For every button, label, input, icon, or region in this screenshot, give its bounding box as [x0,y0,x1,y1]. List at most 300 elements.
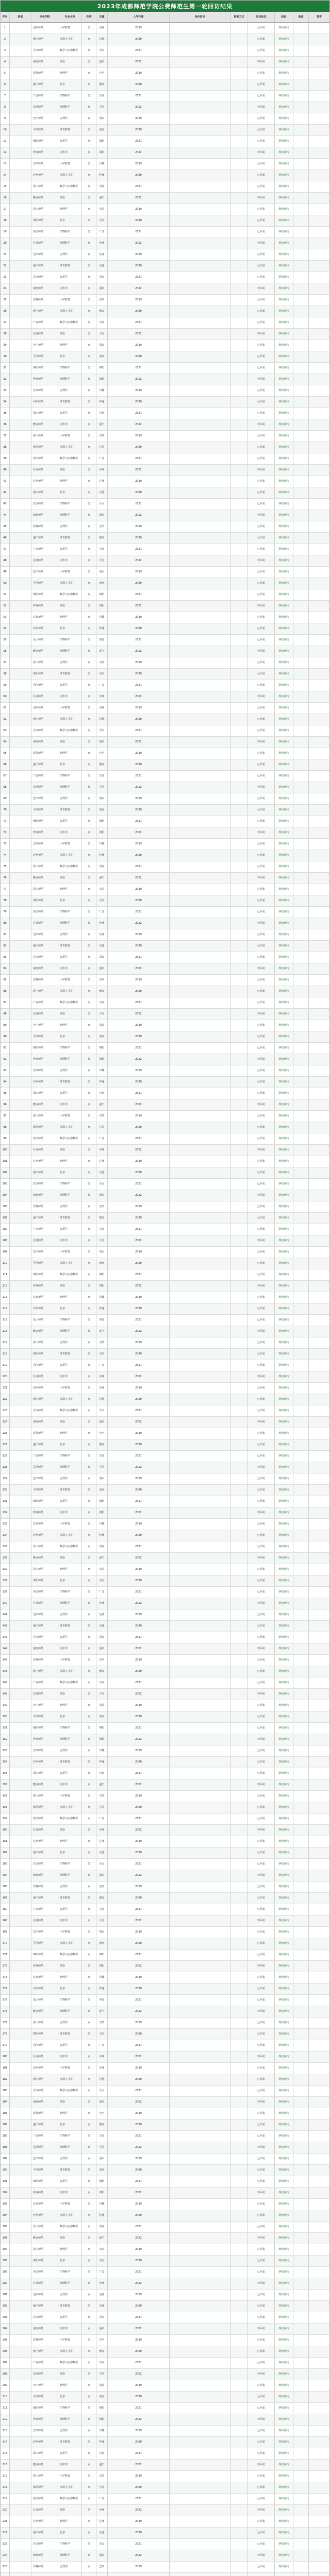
table-cell: 待回访 [248,2505,275,2516]
table-cell: 女 [82,1303,96,1314]
table-cell [10,703,31,714]
table-cell: 继续履约 [275,1473,293,1484]
table-cell: 广安 [96,2494,108,2504]
table-cell: 继续履约 [275,2131,293,2142]
table-cell: 女 [82,589,96,600]
table-cell: 音乐学 [58,2448,82,2459]
table-cell: 已回访 [248,1247,275,1258]
table-cell: 男 [82,1043,96,1054]
table-cell [10,79,31,90]
table-row [1,1349,329,1360]
table-row [1,1768,329,1780]
table-cell: 215 [1,2448,10,2459]
table-cell: 女 [82,147,96,158]
table-cell: 平昌师范 [31,2165,58,2176]
table-cell: 继续履约 [275,2550,293,2561]
table-cell: 继续履约 [275,1009,293,1020]
table-cell: 女 [82,1496,96,1507]
table-cell: 8 [1,102,10,113]
table-row [1,1530,329,1541]
table-cell [10,1848,31,1858]
table-cell: 音乐学 [58,680,82,691]
table-cell [309,1451,329,1462]
table-cell: 2020 [108,986,170,997]
table-cell: 已回访 [248,2029,275,2040]
table-cell [170,782,230,793]
table-cell [10,2199,31,2210]
table-cell: 2019 [108,1111,170,1122]
header-cell: 性别 [82,12,96,22]
table-cell: 梓潼师范 [31,2414,58,2425]
table-row [1,79,329,91]
table-cell: 已回访 [248,669,275,680]
table-cell [170,1065,230,1076]
table-row [1,1972,329,1984]
table-cell: 达州师范 [31,1609,58,1620]
table-cell: 岳池师范 [31,1462,58,1473]
table-cell: 继续履约 [275,567,293,578]
table-cell [10,306,31,317]
table-cell: 眉山 [96,1473,108,1484]
table-cell: 宣汉 [96,771,108,782]
table-cell [293,1167,309,1178]
table-row [1,2358,329,2369]
table-cell [10,759,31,770]
table-cell [10,1757,31,1768]
table-cell [170,499,230,510]
table-cell [309,283,329,294]
table-cell [10,351,31,362]
table-row [1,929,329,941]
table-cell [309,782,329,793]
table-cell: 地理科学 [58,2550,82,2561]
table-cell: 资阳 [96,147,108,158]
table-cell [10,249,31,260]
table-cell [170,657,230,668]
table-cell: 待回访 [248,2324,275,2334]
table-cell: 体育教育 [58,805,82,816]
table-cell: 继续履约 [275,1598,293,1609]
table-cell [309,2222,329,2232]
table-cell [10,725,31,736]
table-cell [309,952,329,963]
table-cell [293,453,309,464]
table-cell [10,1825,31,1836]
table-cell: 继续履约 [275,1337,293,1348]
table-cell [10,1530,31,1541]
table-cell [309,1485,329,1496]
table-cell: 通川师范 [31,941,58,952]
table-cell: 音乐学 [58,544,82,555]
table-cell: 女 [82,1439,96,1450]
table-cell [309,1700,329,1711]
table-cell [293,1655,309,1666]
table-cell [293,2392,309,2402]
table-cell: 2022 [108,782,170,793]
table-cell [230,2210,248,2221]
table-cell: 女 [82,2550,96,2561]
table-cell: 岳池师范 [31,782,58,793]
table-cell: 女 [82,419,96,430]
table-cell [10,2573,31,2576]
table-cell: 女 [82,2494,96,2504]
table-cell: 135 [1,1541,10,1552]
table-cell: 体育教育 [58,1621,82,1632]
table-cell: 150 [1,1711,10,1722]
table-cell: 男 [82,601,96,612]
table-cell: 继续履约 [275,1961,293,1972]
table-cell: 31 [1,363,10,374]
table-cell: 体育教育 [58,2029,82,2040]
table-cell: 2020 [108,2210,170,2221]
table-cell: 遂宁 [96,2460,108,2470]
table-cell [309,2380,329,2391]
table-cell [170,1349,230,1360]
table-cell: 2021 [108,1088,170,1099]
table-cell [170,2086,230,2096]
table-cell: 梓潼 [96,1077,108,1088]
table-cell: 泸州 [96,691,108,702]
table-cell [230,2052,248,2062]
table-cell: 10 [1,125,10,135]
table-cell [230,1689,248,1700]
table-cell: 南充师范 [31,2550,58,2561]
table-cell: 宜宾 [96,2244,108,2255]
table-cell: 男 [82,907,96,918]
table-cell [309,2018,329,2028]
table-cell: 待回访 [248,419,275,430]
header-cell: 入学年度 [108,12,170,22]
table-cell [230,249,248,260]
table-cell: 2021 [108,1950,170,1960]
table-cell: 英语 [58,873,82,884]
table-cell: 已回访 [248,272,275,283]
table-cell [230,827,248,838]
table-cell [230,2573,248,2576]
table-cell: 广安师范 [31,544,58,555]
table-cell: 继续履约 [275,385,293,396]
table-cell [10,1303,31,1314]
table-cell: 巴中 [96,2562,108,2572]
table-cell [230,771,248,782]
table-row [1,1632,329,1643]
table-cell [170,1984,230,1994]
table-cell: 已回访 [248,1201,275,1212]
table-cell: 男 [82,2335,96,2346]
table-cell: 内江师范 [31,907,58,918]
table-row [1,1507,329,1519]
table-row [1,45,329,57]
table-cell [230,544,248,555]
table-cell: 小学教育 [58,2471,82,2482]
table-cell [309,1167,329,1178]
table-cell [170,1315,230,1326]
table-cell: 继续履约 [275,861,293,872]
table-cell: 物理学 [58,2516,82,2527]
table-row [1,1371,329,1383]
table-cell [10,941,31,952]
table-cell: 158 [1,1802,10,1813]
table-cell: 已回访 [248,2063,275,2074]
table-cell: 宜宾师范 [31,1519,58,1530]
table-cell: 南充 [96,1485,108,1496]
table-cell: 继续履约 [275,2335,293,2346]
table-cell: 继续履约 [275,2256,293,2266]
table-cell [10,2437,31,2448]
table-cell [230,1745,248,1756]
table-cell: 男 [82,805,96,816]
table-cell [10,2414,31,2425]
table-cell [10,612,31,623]
table-row [1,91,329,102]
table-cell: 乐山 [96,2539,108,2550]
table-cell: 女 [82,1020,96,1031]
table-cell [170,1269,230,1280]
table-cell: 女 [82,1269,96,1280]
table-cell: 2020 [108,1349,170,1360]
table-cell: 27 [1,317,10,328]
table-cell [293,1745,309,1756]
table-cell [293,521,309,532]
table-cell: 已回访 [248,793,275,804]
table-cell [170,91,230,101]
table-cell [293,1190,309,1201]
table-cell: 已回访 [248,2516,275,2527]
table-cell: 2022 [108,2097,170,2108]
table-cell: 120 [1,1371,10,1382]
table-cell: 2020 [108,1077,170,1088]
table-cell: 已回访 [248,1745,275,1756]
table-cell [230,691,248,702]
table-cell [293,306,309,317]
table-cell [170,1507,230,1518]
table-cell [309,612,329,623]
table-cell [230,941,248,952]
table-cell: 男 [82,737,96,748]
table-cell: 2021 [108,499,170,510]
table-cell: 女 [82,2392,96,2402]
table-cell [230,1496,248,1507]
table-cell: 化学 [58,1167,82,1178]
table-cell: 女 [82,1734,96,1745]
table-cell [309,159,329,170]
table-cell: 平昌师范 [31,1485,58,1496]
table-cell: 已回访 [248,1972,275,1983]
table-row [1,941,329,952]
table-cell: 生物科学 [58,771,82,782]
table-cell [309,1632,329,1643]
table-cell [170,2256,230,2266]
table-cell: 已回访 [248,2403,275,2414]
table-cell [230,2539,248,2550]
table-cell: 通川师范 [31,2528,58,2538]
table-cell: 通川 [96,283,108,294]
table-cell [230,680,248,691]
table-cell: 绵阳 [96,1496,108,1507]
table-cell [293,952,309,963]
table-cell [230,1258,248,1269]
table-cell [293,45,309,56]
table-cell: 眉山 [96,340,108,351]
table-cell: 岳池师范 [31,329,58,340]
table-cell: 宣汉 [96,91,108,101]
table-cell: 女 [82,442,96,453]
table-cell [170,2052,230,2062]
table-cell [170,861,230,872]
table-cell: 眉山 [96,1247,108,1258]
header-cell: 专业名称 [58,12,82,22]
table-cell: 已回访 [248,1156,275,1167]
table-cell: 南充 [96,1711,108,1722]
table-cell: 通川师范 [31,1394,58,1405]
table-cell: 2022 [108,1371,170,1382]
table-cell [10,2222,31,2232]
table-cell [10,1836,31,1847]
table-row [1,1836,329,1848]
table-cell: 继续履约 [275,2233,293,2244]
header-cell: 序号 [1,12,10,22]
table-cell: 2022 [108,1643,170,1654]
table-cell [309,2335,329,2346]
table-cell: 女 [82,2358,96,2368]
table-cell: 小学教育 [58,1111,82,1122]
table-cell: 14 [1,170,10,181]
table-cell: 汉语言文学 [58,714,82,725]
table-cell [170,1519,230,1530]
table-cell: 女 [82,1643,96,1654]
table-cell [10,442,31,453]
table-cell [230,1893,248,1904]
table-cell [309,2256,329,2266]
table-cell: 美术学 [58,283,82,294]
table-cell: 继续履约 [275,963,293,974]
table-cell: 已回访 [248,1848,275,1858]
table-cell [293,1519,309,1530]
table-cell: 男 [82,975,96,986]
table-cell [309,2301,329,2312]
table-cell [170,1689,230,1700]
table-cell: 男 [82,703,96,714]
table-cell [170,1235,230,1246]
table-cell: 117 [1,1337,10,1348]
table-cell [293,1938,309,1949]
table-cell [10,465,31,476]
table-cell: 自贡师范 [31,2052,58,2062]
table-cell [309,2573,329,2576]
table-cell: 继续履约 [275,1167,293,1178]
table-cell: 2022 [108,1780,170,1790]
table-cell [293,261,309,272]
table-cell: 男 [82,1553,96,1564]
table-cell: 继续履约 [275,2346,293,2357]
table-row [1,1904,329,1916]
table-cell [230,748,248,759]
header-cell: 姓名 [10,12,31,22]
table-cell: 继续履约 [275,1315,293,1326]
table-cell [293,1133,309,1144]
table-cell [10,1519,31,1530]
table-cell: 213 [1,2426,10,2436]
table-cell: 2019 [108,1609,170,1620]
table-cell: 岳池 [96,1621,108,1632]
table-cell [230,1099,248,1110]
table-row [1,691,329,703]
table-cell: 2020 [108,759,170,770]
table-cell [293,136,309,147]
table-cell [309,623,329,634]
table-cell: 男 [82,1995,96,2006]
table-cell: 继续履约 [275,1825,293,1836]
table-cell [230,2199,248,2210]
table-cell [170,612,230,623]
table-cell [293,2324,309,2334]
table-cell: 157 [1,1791,10,1802]
table-cell: 男 [82,1281,96,1292]
table-cell [10,2176,31,2187]
table-cell: 平昌 [96,1235,108,1246]
table-cell: 眉山 [96,567,108,578]
table-cell [293,1111,309,1122]
table-cell: 2022 [108,1825,170,1836]
table-cell: 已回访 [248,1632,275,1643]
table-cell: 广安师范 [31,2131,58,2142]
table-cell: 2022 [108,1145,170,1156]
table-cell [293,1473,309,1484]
table-cell: 仪陇 [96,1519,108,1530]
table-cell [170,68,230,79]
table-cell: 2020 [108,1621,170,1632]
table-cell: 已回访 [248,1428,275,1439]
table-cell: 地理科学 [58,918,82,929]
table-cell: 2022 [108,374,170,385]
table-cell: 2020 [108,2346,170,2357]
table-cell: 继续履约 [275,1757,293,1768]
table-cell: 继续履约 [275,793,293,804]
table-cell: 继续履约 [275,57,293,67]
table-cell [170,1553,230,1564]
table-cell [230,1405,248,1416]
table-cell: 继续履约 [275,1020,293,1031]
table-row [1,1984,329,1995]
table-cell: 继续履约 [275,771,293,782]
table-cell: 宜宾师范 [31,2426,58,2436]
header-cell: 回访状态 [248,12,275,22]
table-cell [10,555,31,566]
table-cell: 继续履约 [275,238,293,249]
table-cell: 物理学 [58,2108,82,2119]
table-cell [10,2256,31,2266]
table-cell: 梓潼 [96,623,108,634]
table-cell: 2019 [108,159,170,170]
table-cell [230,1541,248,1552]
table-cell: 绵阳师范 [31,589,58,600]
table-cell [10,2392,31,2402]
table-cell: 已回访 [248,170,275,181]
table-cell [10,68,31,79]
table-cell: 遂宁 [96,1099,108,1110]
table-cell: 134 [1,1530,10,1541]
table-cell [309,1814,329,1824]
table-cell: 2022 [108,1916,170,1926]
table-cell: 继续履约 [275,714,293,725]
table-cell: 男 [82,227,96,238]
table-cell: 已回访 [248,975,275,986]
table-row [1,23,329,34]
table-row [1,102,329,113]
table-cell [170,1541,230,1552]
table-cell: 雅安 [96,1893,108,1904]
table-cell [293,1530,309,1541]
